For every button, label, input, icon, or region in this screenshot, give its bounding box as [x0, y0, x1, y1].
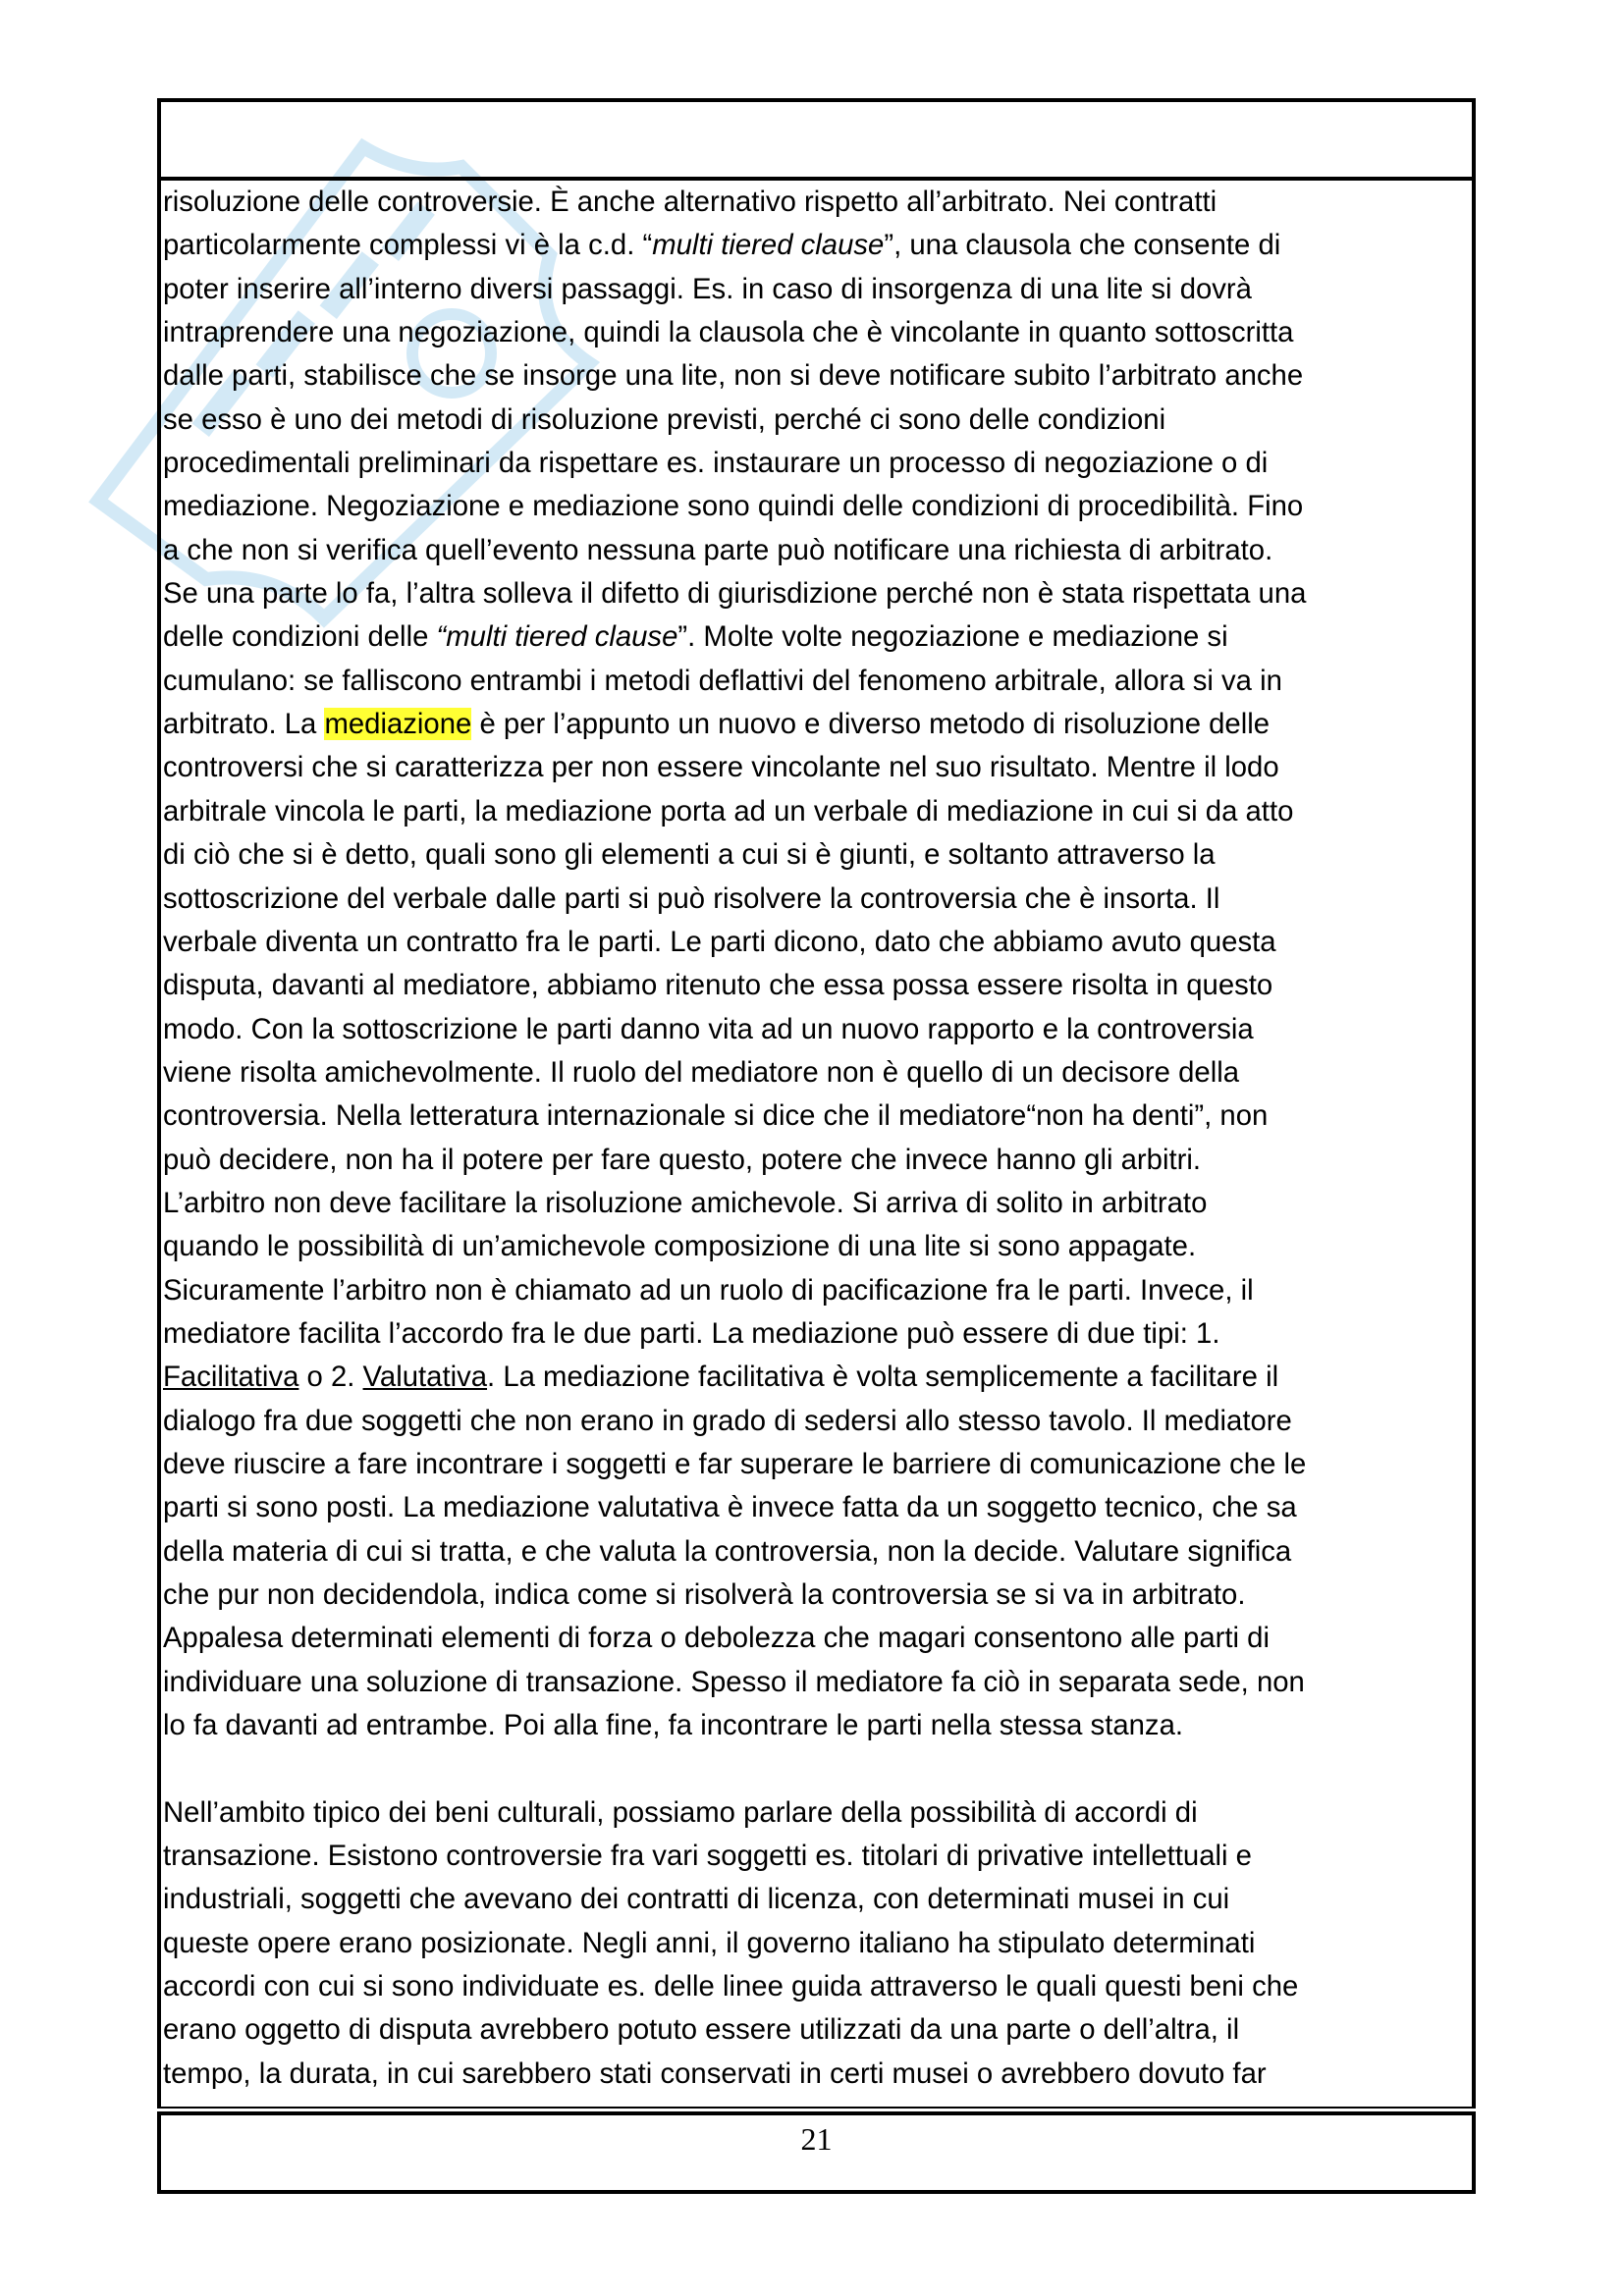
italic-text: multi tiered clause — [652, 229, 885, 262]
text-line — [163, 1965, 1473, 2008]
text-line — [163, 399, 1473, 442]
text-run: ”. Molte volte negoziazione e mediazione si — [677, 620, 1228, 654]
text-run: di ciò che si è detto, quali sono gli elementi a cui si è giunti, e soltanto attraverso la — [163, 838, 1216, 872]
text-line — [163, 1791, 1473, 1835]
italic-text: “multi tiered clause — [436, 620, 678, 654]
text-line — [163, 1617, 1473, 1660]
text-line — [163, 964, 1473, 1007]
text-run: industriali, soggetti che avevano dei contratti di licenza, con determinati musei in cui — [163, 1883, 1230, 1916]
text-run: queste opere erano posizionate. Negli anni, il governo italiano ha stipulato determinati — [163, 1926, 1256, 1959]
text-line — [163, 1269, 1473, 1312]
text-line — [163, 921, 1473, 964]
text-line — [163, 1095, 1473, 1138]
text-run: dialogo fra due soggetti che non erano in grado di sedersi allo stesso tavolo. Il mediatore — [163, 1404, 1292, 1437]
text-run: se esso è uno dei metodi di risoluzione previsti, perché ci sono delle condizioni — [163, 402, 1166, 436]
text-line — [163, 660, 1473, 703]
text-run: L’arbitro non deve facilitare la risoluzione amichevole. Si arriva di solito in arbitrato — [163, 1186, 1208, 1219]
text-line — [163, 1051, 1473, 1095]
text-run: tempo, la durata, in cui sarebbero stati conservati in certi musei o avrebbero dovuto far — [163, 2056, 1267, 2090]
text-line — [163, 1008, 1473, 1051]
page-number: 21 — [800, 2121, 833, 2157]
text-run: poter inserire all’interno diversi passaggi. Es. in caso di insorgenza di una lite si dovrà — [163, 272, 1252, 305]
text-run: controversi che si caratterizza per non essere vincolante nel suo risultato. Mentre il lodo — [163, 751, 1279, 784]
text-run: a che non si verifica quell’evento nessuna parte può notificare una richiesta di arbitrato. — [163, 533, 1273, 566]
text-run: Se una parte lo fa, l’altra solleva il difetto di giurisdizione perché non è stata rispettata una — [163, 577, 1307, 611]
text-run: mediatore facilita l’accordo fra le due parti. La mediazione può essere di due tipi: 1. — [163, 1316, 1220, 1350]
text-run: della materia di cui si tratta, e che valuta la controversia, non la decide. Valutare significa — [163, 1534, 1292, 1568]
text-run: è per l’appunto un nuovo e diverso metodo di risoluzione delle — [471, 708, 1271, 741]
text-run: particolarmente complessi vi è la c.d. “ — [163, 229, 653, 262]
text-line — [163, 442, 1473, 485]
text-line — [163, 1530, 1473, 1574]
text-line — [163, 181, 1473, 224]
text-line — [163, 878, 1473, 921]
page-footer — [157, 2111, 1476, 2194]
text-run: può decidere, non ha il potere per fare questo, potere che invece hanno gli arbitri. — [163, 1143, 1202, 1176]
text-run: Sicuramente l’arbitro non è chiamato ad un ruolo di pacificazione fra le parti. Invece, il — [163, 1273, 1254, 1307]
text-run: parti si sono posti. La mediazione valutativa è invece fatta da un soggetto tecnico, che sa — [163, 1491, 1297, 1524]
text-run: dalle parti, stabilisce che se insorge una lite, non si deve notificare subito l’arbitrato anche — [163, 359, 1304, 393]
text-run: Nell’ambito tipico dei beni culturali, possiamo parlare della possibilità di accordi di — [163, 1795, 1198, 1829]
text-run: erano oggetto di disputa avrebbero potuto essere utilizzati da una parte o dell’altra, il — [163, 2013, 1240, 2047]
text-run: procedimentali preliminari da rispettare es. instaurare un processo di negoziazione o di — [163, 447, 1269, 480]
underlined-term: Facilitativa — [163, 1361, 299, 1394]
text-run: accordi con cui si sono individuate es. delle linee guida attraverso le quali questi beni che — [163, 1970, 1299, 2003]
text-run: quando le possibilità di un’amichevole composizione di una lite si sono appagate. — [163, 1230, 1197, 1263]
underlined-term: Valutativa — [362, 1361, 488, 1394]
text-run: transazione. Esistono controversie fra vari soggetti es. titolari di privative intellettuali e — [163, 1840, 1252, 1873]
text-line — [163, 615, 1473, 659]
text-line — [163, 1182, 1473, 1225]
text-line — [163, 1835, 1473, 1878]
text-line — [163, 1443, 1473, 1486]
text-line — [163, 1922, 1473, 1965]
text-run: delle condizioni delle — [163, 620, 437, 654]
text-line — [163, 703, 1473, 746]
text-line — [163, 1139, 1473, 1182]
text-line — [163, 1878, 1473, 1921]
body-text — [163, 181, 1473, 2096]
text-run: ”, una clausola che consente di — [884, 229, 1281, 262]
text-line — [163, 2008, 1473, 2052]
text-run: cumulano: se falliscono entrambi i metodi deflattivi del fenomeno arbitrale, allora si va in — [163, 664, 1282, 697]
text-line — [163, 2053, 1473, 2096]
text-run: controversia. Nella letteratura internazionale si dice che il mediatore“non ha denti”, non — [163, 1099, 1269, 1133]
text-run: disputa, davanti al mediatore, abbiamo ritenuto che essa possa essere risolta in questo — [163, 969, 1273, 1002]
text-run: arbitrato. La — [163, 708, 325, 741]
text-run: risoluzione delle controversie. È anche alternativo rispetto all’arbitrato. Nei contratti — [163, 186, 1217, 218]
text-line — [163, 1356, 1473, 1399]
text-line — [163, 1225, 1473, 1268]
text-run: modo. Con la sottoscrizione le parti danno vita ad un nuovo rapporto e la controversia — [163, 1012, 1254, 1045]
text-line — [163, 354, 1473, 398]
paragraph-break — [163, 1747, 1473, 1790]
highlighted-term: mediazione — [324, 708, 472, 741]
text-run: sottoscrizione del verbale dalle parti si può risolvere la controversia che è insorta. Il — [163, 881, 1220, 915]
text-line — [163, 790, 1473, 833]
text-run: verbale diventa un contratto fra le parti. Le parti dicono, dato che abbiamo avuto questa — [163, 925, 1276, 958]
text-run: individuare una soluzione di transazione. Spesso il mediatore fa ciò in separata sede, non — [163, 1665, 1305, 1698]
text-line — [163, 746, 1473, 789]
text-run: che pur non decidendola, indica come si risolverà la controversia se si va in arbitrato. — [163, 1578, 1246, 1611]
text-line — [163, 485, 1473, 528]
text-run: lo fa davanti ad entrambe. Poi alla fine, fa incontrare le parti nella stessa stanza. — [163, 1709, 1184, 1742]
text-line — [163, 529, 1473, 572]
text-run: deve riuscire a fare incontrare i soggetti e far superare le barriere di comunicazione che le — [163, 1447, 1307, 1480]
text-run: mediazione. Negoziazione e mediazione sono quindi delle condizioni di procedibilità. Fino — [163, 490, 1304, 523]
text-line — [163, 1704, 1473, 1747]
text-line — [163, 311, 1473, 354]
page-header — [157, 98, 1476, 181]
text-line — [163, 1574, 1473, 1617]
text-run: o 2. — [298, 1361, 363, 1394]
text-run: Appalesa determinati elementi di forza o debolezza che magari consentono alle parti di — [163, 1622, 1270, 1655]
text-line — [163, 572, 1473, 615]
text-line — [163, 1486, 1473, 1529]
text-line — [163, 1400, 1473, 1443]
text-run: arbitrale vincola le parti, la mediazione porta ad un verbale di mediazione in cui si da atto — [163, 794, 1294, 828]
text-line — [163, 1661, 1473, 1704]
page-body — [157, 181, 1476, 2109]
text-run: viene risolta amichevolmente. Il ruolo del mediatore non è quello di un decisore della — [163, 1055, 1240, 1089]
text-run: . La mediazione facilitativa è volta semplicemente a facilitare il — [487, 1361, 1279, 1394]
text-run: intraprendere una negoziazione, quindi la clausola che è vincolante in quanto sottoscritta — [163, 316, 1294, 349]
text-line — [163, 224, 1473, 267]
text-line — [163, 268, 1473, 311]
text-line — [163, 1312, 1473, 1356]
text-line — [163, 833, 1473, 877]
